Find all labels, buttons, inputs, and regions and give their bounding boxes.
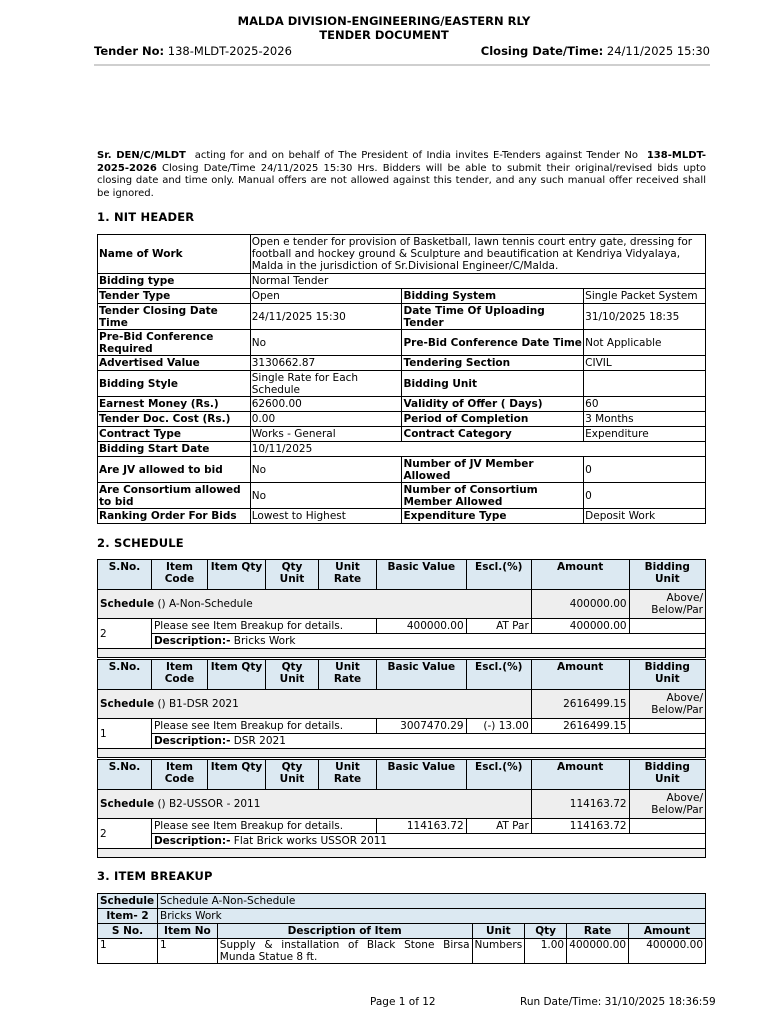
table-row xyxy=(98,939,706,964)
nit-key: Contract Category xyxy=(402,427,584,442)
nit-key: Advertised Value xyxy=(98,356,251,371)
name-of-work-value: Open e tender for provision of Basketball, lawn tennis court entry gate, dressing for football and hockey ground & Sculpture and beautification at Kendriya Vidyalaya, Malda in the jurisdiction of Sr.Divisional Engineer/C/Malda. xyxy=(250,235,705,274)
col-basic-value: Basic Value xyxy=(377,760,467,790)
schedule-label: Schedule xyxy=(100,698,155,710)
col-basic-value: Basic Value xyxy=(377,660,467,690)
schedule-amount: 2616499.15 xyxy=(531,690,629,719)
table-row xyxy=(98,457,706,483)
tender-no-label: Tender No: xyxy=(94,44,165,58)
nit-key: Bidding Unit xyxy=(402,371,584,397)
nit-value: Lowest to Highest xyxy=(250,509,402,524)
nit-key: Contract Type xyxy=(98,427,251,442)
ib-col-description: Description of Item xyxy=(217,924,472,939)
nit-key: Period of Completion xyxy=(402,412,584,427)
nit-key: Tender Doc. Cost (Rs.) xyxy=(98,412,251,427)
section-item-breakup: 3. ITEM BREAKUP xyxy=(97,869,213,883)
intro-text-1: acting for and on behalf of The President of India invites E-Tenders against Tender No xyxy=(194,150,638,161)
nit-value: 3130662.87 xyxy=(250,356,402,371)
spacer-row xyxy=(98,749,706,758)
nit-key: Expenditure Type xyxy=(402,509,584,524)
col-amount: Amount xyxy=(531,760,629,790)
row-description xyxy=(151,634,705,649)
closing-label: Closing Date/Time: xyxy=(480,44,604,58)
schedule-amount: 400000.00 xyxy=(531,590,629,619)
nit-key: Bidding Style xyxy=(98,371,251,397)
nit-key: Number of JV Member Allowed xyxy=(402,457,584,483)
nit-key: Validity of Offer ( Days) xyxy=(402,397,584,412)
ib-col-rate: Rate xyxy=(567,924,629,939)
row-item-text: Please see Item Breakup for details. xyxy=(151,819,376,834)
ib-col-item-no: Item No xyxy=(157,924,217,939)
col-item-code: Item Code xyxy=(151,560,207,590)
schedule-label: Schedule xyxy=(100,598,155,610)
tender-no xyxy=(94,44,292,58)
nit-value: 60 xyxy=(584,397,706,412)
description-label: Description:- xyxy=(153,735,231,747)
ib-item-label: Item- 2 xyxy=(98,909,158,924)
table-row xyxy=(98,619,706,634)
nit-value: 0.00 xyxy=(250,412,402,427)
nit-key: Tender Closing Date Time xyxy=(98,304,251,330)
ib-col-sno: S No. xyxy=(98,924,158,939)
row-empty xyxy=(629,819,705,834)
nit-value: Deposit Work xyxy=(584,509,706,524)
intro-tender-no: 138-MLDT-2025-2026 xyxy=(97,150,706,174)
section-schedule: 2. SCHEDULE xyxy=(97,536,184,550)
description-value: Bricks Work xyxy=(233,635,296,647)
document-title xyxy=(0,14,768,42)
schedule-label: Schedule xyxy=(100,798,155,810)
table-row xyxy=(98,734,706,749)
ib-row-unit: Numbers xyxy=(472,939,525,964)
schedule-name xyxy=(98,590,532,619)
col-unit-rate: Unit Rate xyxy=(318,660,376,690)
table-row xyxy=(98,483,706,509)
schedule-name xyxy=(98,790,532,819)
nit-value: 3 Months xyxy=(584,412,706,427)
col-basic-value: Basic Value xyxy=(377,560,467,590)
intro-authority: Sr. DEN/C/MLDT xyxy=(97,150,186,161)
ib-row-qty: 1.00 xyxy=(525,939,567,964)
row-sno: 2 xyxy=(98,819,152,849)
ib-header-row xyxy=(98,924,706,939)
nit-value: 24/11/2025 15:30 xyxy=(250,304,402,330)
nit-value: Open xyxy=(250,289,402,304)
description-value: DSR 2021 xyxy=(233,735,286,747)
row-escl: AT Par xyxy=(466,819,531,834)
table-row xyxy=(98,909,706,924)
spacer-row xyxy=(98,649,706,658)
run-datetime: Run Date/Time: 31/10/2025 18:36:59 xyxy=(520,996,716,1008)
nit-value: 0 xyxy=(584,457,706,483)
table-row xyxy=(98,509,706,524)
schedule-table-a xyxy=(97,559,706,658)
row-basic-value: 114163.72 xyxy=(377,819,467,834)
col-qty-unit: Qty Unit xyxy=(266,760,319,790)
nit-value: 62600.00 xyxy=(250,397,402,412)
table-row xyxy=(98,412,706,427)
ib-col-amount: Amount xyxy=(629,924,706,939)
schedule-table-b2 xyxy=(97,759,706,858)
ib-schedule-value: Schedule A-Non-Schedule xyxy=(157,894,705,909)
schedule-summary-row xyxy=(98,690,706,719)
col-escl: Escl.(%) xyxy=(466,560,531,590)
nit-key: Are Consortium allowed to bid xyxy=(98,483,251,509)
intro-paragraph xyxy=(97,150,706,200)
closing-value: 24/11/2025 15:30 xyxy=(606,44,710,58)
schedule-header-row xyxy=(98,560,706,590)
col-unit-rate: Unit Rate xyxy=(318,760,376,790)
description-value: Flat Brick works USSOR 2011 xyxy=(233,835,388,847)
schedule-bidding-unit: Above/ Below/Par xyxy=(629,590,705,619)
table-row xyxy=(98,634,706,649)
table-row xyxy=(98,304,706,330)
table-row xyxy=(98,397,706,412)
schedule-summary-row xyxy=(98,590,706,619)
table-row xyxy=(98,834,706,849)
ib-row-amount: 400000.00 xyxy=(629,939,706,964)
tender-no-value: 138-MLDT-2025-2026 xyxy=(167,44,292,58)
row-item-text: Please see Item Breakup for details. xyxy=(151,619,376,634)
row-amount: 114163.72 xyxy=(531,819,629,834)
col-sno: S.No. xyxy=(98,560,152,590)
header-divider xyxy=(94,64,710,66)
row-description xyxy=(151,734,705,749)
col-item-code: Item Code xyxy=(151,660,207,690)
schedule-name-value: () A-Non-Schedule xyxy=(157,598,253,610)
nit-value: CIVIL xyxy=(584,356,706,371)
nit-value: No xyxy=(250,330,402,356)
schedule-table-b1 xyxy=(97,659,706,758)
description-label: Description:- xyxy=(153,835,231,847)
schedule-name xyxy=(98,690,532,719)
section-nit-header: 1. NIT HEADER xyxy=(97,210,195,224)
col-bidding-unit: Bidding Unit xyxy=(629,760,705,790)
schedule-bidding-unit: Above/ Below/Par xyxy=(629,790,705,819)
nit-value: Not Applicable xyxy=(584,330,706,356)
col-item-code: Item Code xyxy=(151,760,207,790)
col-sno: S.No. xyxy=(98,760,152,790)
nit-value: 31/10/2025 18:35 xyxy=(584,304,706,330)
nit-key: Tendering Section xyxy=(402,356,584,371)
nit-key: Earnest Money (Rs.) xyxy=(98,397,251,412)
ib-row-sno: 1 xyxy=(98,939,158,964)
nit-value: 0 xyxy=(584,483,706,509)
schedule-name-value: () B2-USSOR - 2011 xyxy=(157,798,261,810)
row-basic-value: 3007470.29 xyxy=(377,719,467,734)
ib-col-qty: Qty xyxy=(525,924,567,939)
ib-col-unit: Unit xyxy=(472,924,525,939)
row-sno: 1 xyxy=(98,719,152,749)
col-item-qty: Item Qty xyxy=(207,560,265,590)
nit-value: No xyxy=(250,483,402,509)
name-of-work-label: Name of Work xyxy=(98,235,251,274)
table-row xyxy=(98,894,706,909)
col-escl: Escl.(%) xyxy=(466,760,531,790)
col-item-qty: Item Qty xyxy=(207,660,265,690)
table-row xyxy=(98,371,706,397)
col-bidding-unit: Bidding Unit xyxy=(629,660,705,690)
bidding-start-value: 10/11/2025 xyxy=(250,442,705,457)
closing-datetime xyxy=(481,44,710,58)
row-item-text: Please see Item Breakup for details. xyxy=(151,719,376,734)
nit-value: No xyxy=(250,457,402,483)
col-item-qty: Item Qty xyxy=(207,760,265,790)
table-row xyxy=(98,274,706,289)
schedule-header-row xyxy=(98,760,706,790)
row-amount: 2616499.15 xyxy=(531,719,629,734)
schedule-name-value: () B1-DSR 2021 xyxy=(157,698,239,710)
schedule-summary-row xyxy=(98,790,706,819)
nit-key: Bidding System xyxy=(402,289,584,304)
row-amount: 400000.00 xyxy=(531,619,629,634)
ib-row-description: Supply & installation of Black Stone Birsa Munda Statue 8 ft. xyxy=(217,939,472,964)
ib-item-value: Bricks Work xyxy=(157,909,705,924)
bidding-type-label: Bidding type xyxy=(98,274,251,289)
ib-schedule-label: Schedule xyxy=(98,894,158,909)
nit-key: Tender Type xyxy=(98,289,251,304)
spacer-row xyxy=(98,849,706,858)
title-line-1: MALDA DIVISION-ENGINEERING/EASTERN RLY xyxy=(237,14,531,28)
table-row xyxy=(98,289,706,304)
table-row xyxy=(98,356,706,371)
col-unit-rate: Unit Rate xyxy=(318,560,376,590)
table-row xyxy=(98,330,706,356)
schedule-header-row xyxy=(98,660,706,690)
nit-header-table xyxy=(97,234,706,524)
nit-key: Number of Consortium Member Allowed xyxy=(402,483,584,509)
nit-key: Pre-Bid Conference Date Time xyxy=(402,330,584,356)
ib-row-item-no: 1 xyxy=(157,939,217,964)
table-row xyxy=(98,235,706,274)
col-qty-unit: Qty Unit xyxy=(266,660,319,690)
col-amount: Amount xyxy=(531,660,629,690)
table-row xyxy=(98,719,706,734)
schedule-amount: 114163.72 xyxy=(531,790,629,819)
row-empty xyxy=(629,619,705,634)
title-line-2: TENDER DOCUMENT xyxy=(319,28,449,42)
nit-value: Single Packet System xyxy=(584,289,706,304)
table-row xyxy=(98,819,706,834)
bidding-start-label: Bidding Start Date xyxy=(98,442,251,457)
nit-value xyxy=(584,371,706,397)
row-escl: (-) 13.00 xyxy=(466,719,531,734)
nit-key: Pre-Bid Conference Required xyxy=(98,330,251,356)
row-escl: AT Par xyxy=(466,619,531,634)
schedule-bidding-unit: Above/ Below/Par xyxy=(629,690,705,719)
col-qty-unit: Qty Unit xyxy=(266,560,319,590)
row-basic-value: 400000.00 xyxy=(377,619,467,634)
row-sno: 2 xyxy=(98,619,152,649)
nit-value: Expenditure xyxy=(584,427,706,442)
col-amount: Amount xyxy=(531,560,629,590)
nit-key: Are JV allowed to bid xyxy=(98,457,251,483)
description-label: Description:- xyxy=(153,635,231,647)
nit-key: Ranking Order For Bids xyxy=(98,509,251,524)
item-breakup-table xyxy=(97,893,706,964)
col-bidding-unit: Bidding Unit xyxy=(629,560,705,590)
row-empty xyxy=(629,719,705,734)
bidding-type-value: Normal Tender xyxy=(250,274,705,289)
nit-value: Single Rate for Each Schedule xyxy=(250,371,402,397)
col-escl: Escl.(%) xyxy=(466,660,531,690)
table-row xyxy=(98,427,706,442)
ib-row-rate: 400000.00 xyxy=(567,939,629,964)
col-sno: S.No. xyxy=(98,660,152,690)
table-row xyxy=(98,442,706,457)
page-number: Page 1 of 12 xyxy=(370,996,436,1008)
nit-key: Date Time Of Uploading Tender xyxy=(402,304,584,330)
intro-text-2: Closing Date/Time 24/11/2025 15:30 Hrs. Bidders will be able to submit their original/revised bids upto closing date and time only. Manual offers are not allowed against this tender, and any such manual offer received shall be ignored. xyxy=(97,162,707,199)
nit-value: Works - General xyxy=(250,427,402,442)
row-description xyxy=(151,834,705,849)
